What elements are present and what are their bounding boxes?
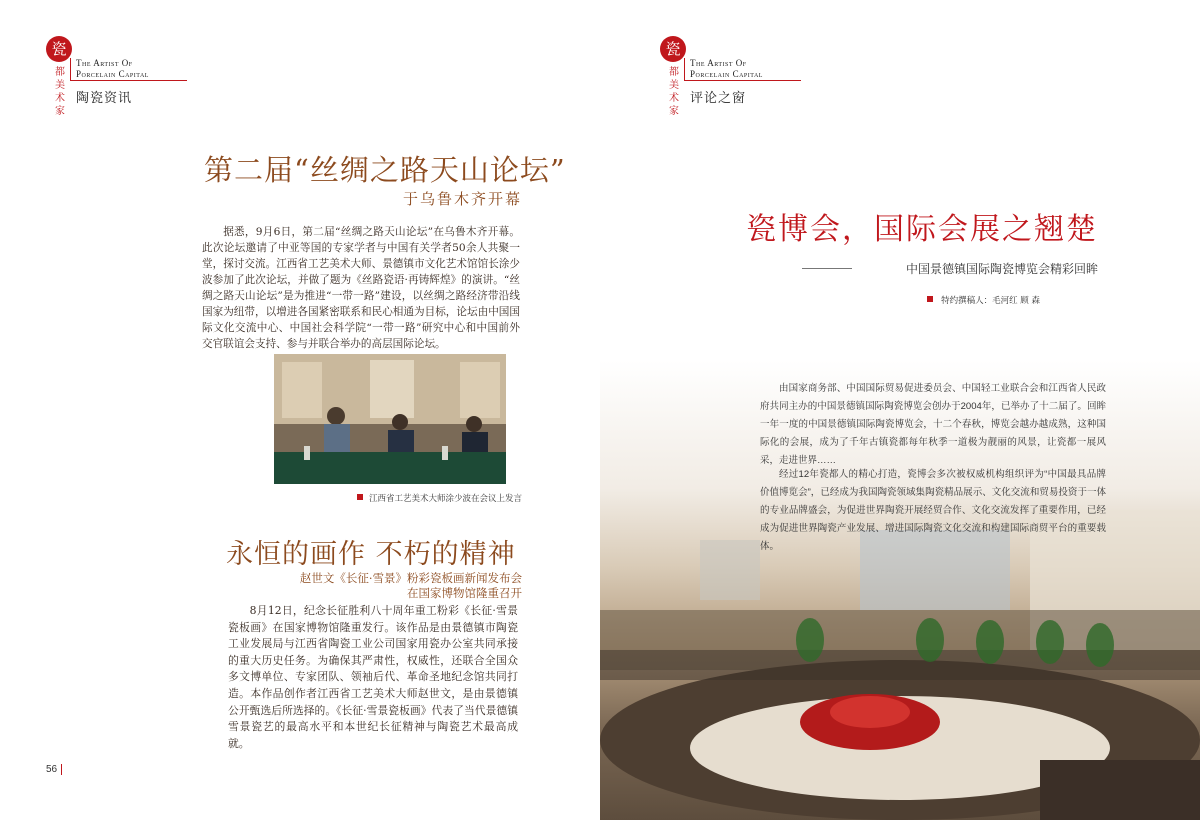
article2-body: 8月12日，纪念长征胜利八十周年重工粉彩《长征·雪景瓷板画》在国家博物馆隆重发行。该作品是由景德镇市陶瓷工业发展局与江西省陶瓷工业公司国家用瓷办公室共同承接的重大历史任务。为确保其严肃性，权威性，还联合全国众多文博单位、专家团队、领袖后代、革命圣地纪念馆共同打造。本作品创作者江西省工艺美术大师赵世文，是由景德镇公开甄选后所选择的。《长征·雪景瓷板画》代表了当代景德镇雪景瓷艺的最高水平和本世纪长征精神与陶瓷艺术最高成就。 (228, 604, 518, 750)
seal-logo: 瓷 (46, 36, 72, 62)
masthead-title-en (76, 58, 149, 80)
masthead-right (660, 36, 800, 116)
byline-text: 特约撰稿人：毛河红 顾 森 (941, 296, 1040, 306)
section-label: 评论之窗 (690, 91, 747, 106)
article1-body: 据悉，9月6日，第二届“丝绸之路天山论坛”在乌鲁木齐开幕。此次论坛邀请了中亚等国的专家学者与中国有关学者50余人共聚一堂，探讨交流。江西省工艺美术大师、景德镇市文化艺术馆馆长涂少波参加了此次论坛，并做了题为《丝路瓷语·再铸辉煌》的演讲。“丝绸之路天山论坛”是为推进“一带一路”建设，以丝绸之路经济带沿线国家为纽带，以增进各国紧密联系和民心相通为目标，论坛由中国国际文化交流中心、中国社会科学院“一带一路”研究中心和中国前外交官联谊会支持、参与并联合举办的高层国际论坛。 (202, 226, 520, 350)
right-page (600, 0, 1200, 820)
forum-photo-caption-text: 江西省工艺美术大师涂少波在会议上发言 (368, 494, 522, 504)
masthead-vchar: 术 (669, 93, 679, 104)
masthead-vchar: 家 (669, 106, 679, 117)
seal-logo: 瓷 (660, 36, 686, 62)
masthead-title-en (690, 58, 763, 80)
forum-photo-caption (357, 492, 522, 504)
masthead-vchar: 美 (55, 80, 65, 91)
expo-article-para1: 由国家商务部、中国国际贸易促进委员会、中国轻工业联合会和江西省人民政府共同主办的中国景德镇国际陶瓷博览会创办于2004年，已举办了十二届了。回眸一年一度的中国景德镇国际陶瓷博览会，十二个春秋，博览会越办越成熟，这种国际化的会展，成为了千年古镇瓷都每年秋季一道极为靓丽的风景，让瓷都一展风采，走进世界…… (760, 383, 1106, 466)
expo-article-para2: 经过12年瓷都人的精心打造，瓷博会多次被权威机构组织评为“中国最具品牌价值博览会”，已经成为我国陶瓷领域集陶瓷精品展示、文化交流和贸易投资于一体的专业品牌盛会，为促进世界陶瓷开展经贸合作、文化交流发挥了重要作用，已经成为促进世界陶瓷产业发展、增进国际陶瓷文化交流和构建国际商贸平台的重要载体。 (760, 469, 1106, 552)
masthead-vchar: 都 (669, 67, 679, 78)
masthead-vertical-text (667, 66, 681, 118)
section-label: 陶瓷资讯 (76, 91, 133, 106)
expo-article-subtitle: 中国景德镇国际陶瓷博览会精彩回眸 (905, 262, 1098, 276)
forum-photo (274, 354, 506, 484)
page-number: 56 (46, 764, 62, 775)
byline (927, 294, 1040, 306)
masthead-vchar: 美 (669, 80, 679, 91)
masthead-vertical-text (53, 66, 67, 118)
masthead-title-en-line2: Porcelain Capital (76, 69, 149, 79)
caption-marker (357, 494, 363, 500)
subtitle-rule (802, 268, 852, 269)
byline-marker (927, 296, 933, 302)
article2-subtitle-line1: 赵世文《长征·雪景》粉彩瓷板画新闻发布会 (299, 571, 522, 585)
masthead-vchar: 都 (55, 67, 65, 78)
article2-subtitle-line2: 在国家博物馆隆重召开 (407, 586, 522, 600)
article1-title: 第二届“丝绸之路天山论坛” (204, 153, 566, 187)
forum-photo-illustration (274, 354, 506, 484)
masthead-title-en-line2: Porcelain Capital (690, 69, 763, 79)
expo-article-title: 瓷博会，国际会展之翘楚 (746, 212, 1098, 247)
masthead-left (46, 36, 186, 116)
masthead-title-en-line1: The Artist Of (76, 58, 133, 68)
masthead-vchar: 术 (55, 93, 65, 104)
masthead-vchar: 家 (55, 106, 65, 117)
article2-title: 永恒的画作 不朽的精神 (226, 539, 516, 570)
article1-subtitle: 于乌鲁木齐开幕 (402, 190, 522, 208)
masthead-title-en-line1: The Artist Of (690, 58, 747, 68)
